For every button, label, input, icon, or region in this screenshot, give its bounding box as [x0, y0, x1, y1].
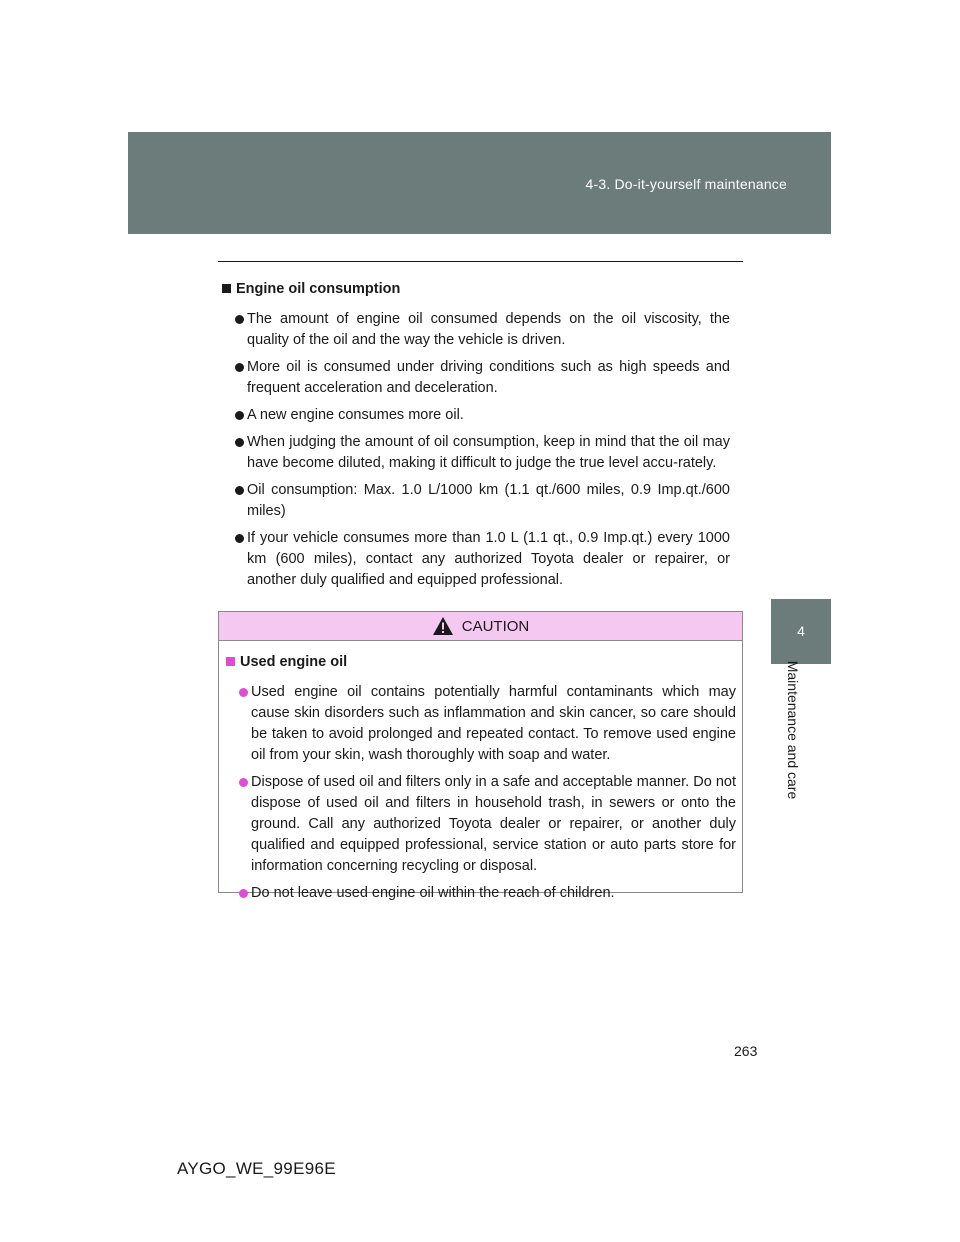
section-heading-text: Engine oil consumption [236, 281, 401, 297]
document-code: AYGO_WE_99E96E [177, 1159, 336, 1178]
caution-body [219, 641, 742, 904]
header-band [128, 132, 831, 234]
list-item-text: The amount of engine oil consumed depends on the oil viscosity, the quality of the oil and the way the vehicle is driven. [247, 311, 730, 348]
caution-heading: CAUTION [461, 617, 530, 635]
caution-bullet-list [226, 682, 736, 904]
list-item [226, 772, 736, 877]
list-item [226, 883, 736, 904]
section-title-header: 4-3. Do-it-yourself maintenance [585, 176, 787, 192]
list-item [222, 405, 730, 426]
list-item-text: When judging the amount of oil consumption, keep in mind that the oil may have become diluted, making it difficult to judge the true level accu-rately. [247, 434, 730, 471]
list-item-text: Oil consumption: Max. 1.0 L/1000 km (1.1 qt./600 miles, 0.9 Imp.qt./600 miles) [247, 482, 730, 519]
round-bullet-icon [235, 315, 244, 324]
round-bullet-icon [239, 889, 248, 898]
list-item-text: If your vehicle consumes more than 1.0 L (1.1 qt., 0.9 Imp.qt.) every 1000 km (600 miles), contact any authorized Toyota dealer or repairer, or another duly qualified and equipped professional. [247, 530, 730, 588]
list-item [222, 480, 730, 522]
square-bullet-icon [222, 284, 231, 293]
caution-title-text: Used engine oil [240, 654, 348, 670]
round-bullet-icon [239, 688, 248, 697]
warning-triangle-icon [432, 616, 454, 636]
chapter-label: Maintenance and care [785, 660, 801, 800]
chapter-tab[interactable]: 4 [771, 599, 831, 664]
page-number: 263 [734, 1043, 758, 1059]
square-bullet-icon [226, 657, 235, 666]
round-bullet-icon [235, 411, 244, 420]
oil-consumption-section [222, 280, 730, 597]
list-item [226, 682, 736, 766]
list-item [222, 357, 730, 399]
caution-header [219, 612, 742, 641]
list-item [222, 528, 730, 591]
round-bullet-icon [235, 534, 244, 543]
list-item-text: A new engine consumes more oil. [247, 407, 464, 423]
section-heading [222, 280, 730, 299]
top-divider [218, 261, 743, 262]
list-item-text: Dispose of used oil and filters only in a safe and acceptable manner. Do not dispose of used oil and filters in household trash, in sewers or onto the ground. Call any authorized Toyota dealer or repairer, or another duly qualified and equipped professional, service station or auto parts store for information concerning recycling or disposal. [251, 774, 736, 874]
round-bullet-icon [235, 363, 244, 372]
oil-bullet-list [222, 309, 730, 591]
round-bullet-icon [235, 486, 244, 495]
list-item [222, 432, 730, 474]
caution-title [226, 653, 736, 672]
round-bullet-icon [239, 778, 248, 787]
round-bullet-icon [235, 438, 244, 447]
caution-box [218, 611, 743, 901]
list-item-text: Do not leave used engine oil within the reach of children. [251, 885, 615, 901]
list-item-text: Used engine oil contains potentially harmful contaminants which may cause skin disorders such as inflammation and skin cancer, so care should be taken to avoid prolonged and repeated contact. To remove used engine oil from your skin, wash thoroughly with soap and water. [251, 684, 736, 763]
list-item [222, 309, 730, 351]
list-item-text: More oil is consumed under driving conditions such as high speeds and frequent acceleration and deceleration. [247, 359, 730, 396]
